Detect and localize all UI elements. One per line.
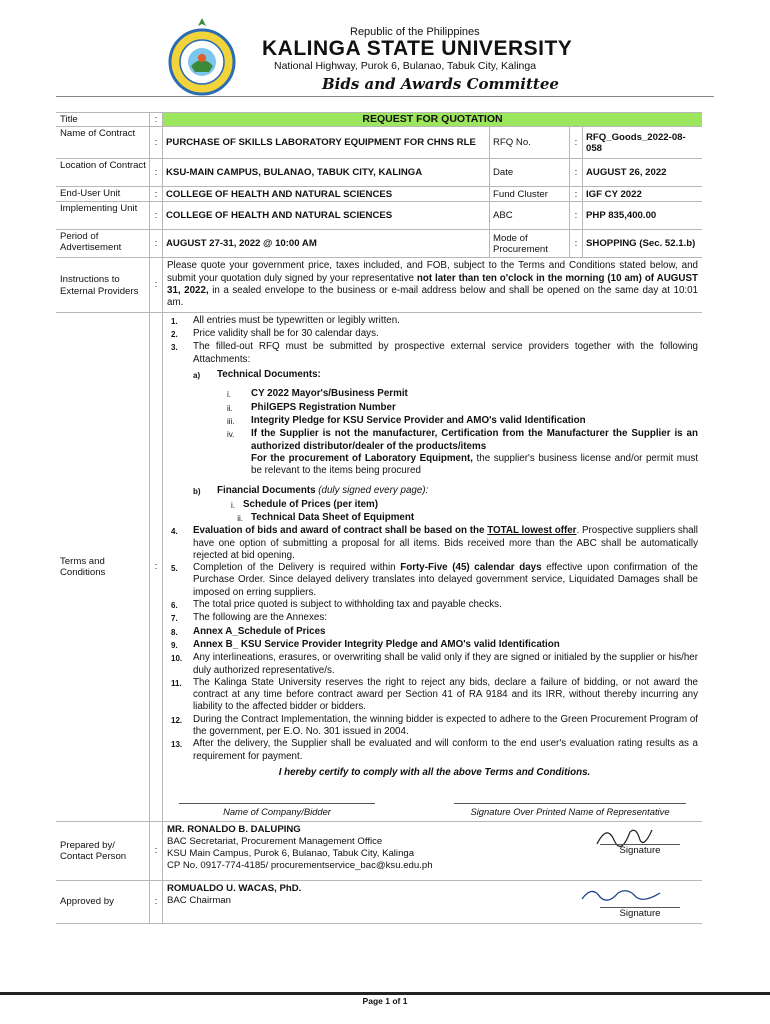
preparer-address: KSU Main Campus, Purok 6, Bulanao, Tabuk City, Kalinga <box>167 847 415 859</box>
item-number: 2. <box>171 330 178 340</box>
committee-name: Bids and Awards Committee <box>322 75 559 93</box>
item-text: Forty-Five (45) calendar days <box>400 562 542 574</box>
colon: : <box>150 113 163 126</box>
item-text: Annex B_ KSU Service Provider Integrity Pledge and AMO's valid Identification <box>193 638 560 650</box>
contract-row <box>56 127 702 159</box>
item-text: During the Contract Implementation, the winning bidder is expected to adhere to the Green Procurement Program of the government, per E.O. No. 301 issued in 2004. <box>193 713 698 738</box>
contract-name: PURCHASE OF SKILLS LABORATORY EQUIPMENT FOR CHNS RLE <box>163 127 490 158</box>
item-number: 12. <box>171 715 183 725</box>
colon: : <box>150 187 163 201</box>
company-name-line: Name of Company/Bidder <box>179 803 375 818</box>
fund-label: Fund Cluster <box>490 187 570 201</box>
item-text: (duly signed every page): <box>315 485 429 497</box>
enduser-label: End-User Unit <box>56 187 150 201</box>
location-value: KSU-MAIN CAMPUS, BULANAO, TABUK CITY, KALINGA <box>163 159 490 186</box>
list-item <box>171 599 698 612</box>
implementing-label: Implementing Unit <box>56 202 150 229</box>
terms-row <box>56 313 702 822</box>
approved-details <box>163 881 702 923</box>
footer-divider <box>0 992 770 995</box>
item-text: Evaluation of bids and award of contract shall be based on the <box>193 525 488 537</box>
location-row <box>56 159 702 187</box>
item-text: . Prospective suppliers shall have one option of submitting a proposal for all items. Bids received more than the ABC shall be automatically rejected at bid opening. <box>193 525 698 561</box>
list-item <box>171 525 698 562</box>
list-item <box>171 738 698 763</box>
item-number: i. <box>227 390 231 400</box>
list-item <box>171 677 698 714</box>
list-item <box>227 388 698 401</box>
list-item <box>171 626 698 639</box>
instructions-deadline: not later than ten o'clock in the morning (10 am) of AUGUST 31, 2022, <box>167 272 698 297</box>
university-address: National Highway, Purok 6, Bulanao, Tabuk City, Kalinga <box>274 60 537 72</box>
list-item <box>171 652 698 677</box>
university-name: KALINGA STATE UNIVERSITY <box>262 37 573 60</box>
item-text: After the delivery, the Supplier shall be evaluated and will conform to the end user's evaluation rating results as a requirement for payment. <box>193 738 698 762</box>
item-number: 5. <box>171 564 178 574</box>
implementing-value: COLLEGE OF HEALTH AND NATURAL SCIENCES <box>163 202 490 229</box>
rfq-title: REQUEST FOR QUOTATION <box>163 113 702 126</box>
list-item <box>227 415 698 428</box>
item-number: 8. <box>171 627 178 637</box>
header-divider <box>56 96 714 97</box>
colon: : <box>570 187 583 201</box>
colon: : <box>150 313 163 821</box>
certification-statement: I hereby certify to comply with all the above Terms and Conditions. <box>278 766 591 778</box>
item-number: 6. <box>171 601 178 611</box>
item-text: For the procurement of Laboratory Equipment, <box>251 452 473 464</box>
list-item <box>171 315 698 328</box>
item-number: 1. <box>171 316 178 326</box>
rfq-no-value: RFQ_Goods_2022-08-058 <box>586 131 686 154</box>
item-number: 9. <box>171 640 178 650</box>
item-text: CY 2022 Mayor's/Business Permit <box>251 388 408 400</box>
period-label: Period of Advertisement <box>56 230 150 257</box>
list-item <box>195 499 698 512</box>
republic-line: Republic of the Philippines <box>350 26 480 38</box>
location-label: Location of Contract <box>56 159 150 186</box>
enduser-value: COLLEGE OF HEALTH AND NATURAL SCIENCES <box>163 187 490 201</box>
instructions-part: Please quote your government price, taxes included, and FOB, subject to the Terms and Conditions stated below, and submit your quotation duly signed by your representative <box>167 260 698 284</box>
item-text: Completion of the Delivery is required within <box>193 562 401 574</box>
item-text: Technical Documents: <box>217 369 321 381</box>
implementing-row <box>56 202 702 230</box>
bidder-signature-block <box>171 781 698 818</box>
colon: : <box>150 881 163 923</box>
item-text: Integrity Pledge for KSU Service Provider and AMO's valid Identification <box>251 414 586 426</box>
preparer-signature-label: Signature <box>600 844 680 857</box>
list-item <box>171 639 698 652</box>
preparer-office: BAC Secretariat, Procurement Management Office <box>167 835 383 847</box>
item-text: The following are the Annexes: <box>193 612 327 624</box>
colon: : <box>150 159 163 186</box>
approver-signature-label: Signature <box>600 907 680 920</box>
item-number: 13. <box>171 740 183 750</box>
item-number: a) <box>193 371 201 381</box>
item-text: PhilGEPS Registration Number <box>251 401 396 413</box>
item-number: i. <box>231 500 235 510</box>
representative-signature-line: Signature Over Printed Name of Representative <box>454 803 686 818</box>
list-item <box>193 485 698 498</box>
item-text: Price validity shall be for 30 calendar days. <box>193 328 379 340</box>
list-item <box>171 341 698 366</box>
item-text: Financial Documents <box>217 485 316 497</box>
instructions-label: Instructions to External Providers <box>56 258 150 312</box>
terms-label: Terms and Conditions <box>56 313 150 821</box>
item-text: Any interlineations, erasures, or overwriting shall be valid only if they are signed or initialed by the supplier or his/her duly authorized representative/s. <box>193 652 698 676</box>
colon: : <box>150 127 163 158</box>
colon: : <box>570 127 583 158</box>
item-number: 7. <box>171 614 178 624</box>
item-text: The filled-out RFQ must be submitted by prospective external service providers together with the following Attachments: <box>193 341 698 365</box>
item-text: All entries must be typewritten or legibly written. <box>193 314 400 326</box>
approver-title: BAC Chairman <box>167 894 231 906</box>
item-number: 10. <box>171 654 183 664</box>
item-text: Annex A_Schedule of Prices <box>193 625 326 637</box>
approver-signature-icon <box>578 881 668 907</box>
letterhead <box>0 0 770 96</box>
period-value: AUGUST 27-31, 2022 @ 10:00 AM <box>163 230 490 257</box>
approved-label: Approved by <box>56 881 150 923</box>
item-number: ii. <box>227 403 233 413</box>
mode-value: SHOPPING (Sec. 52.1.b) <box>586 238 696 250</box>
terms-list <box>163 313 702 821</box>
list-item <box>201 512 698 525</box>
instructions-part: in a sealed envelope to the business or e-mail address below and shall be opened on the same day at 10:01 am. <box>167 285 699 309</box>
colon: : <box>150 258 163 312</box>
preparer-contact: CP No. 0917-774-4185/ procurementservice_bac@ksu.edu.ph <box>167 859 433 871</box>
date-value: AUGUST 26, 2022 <box>586 167 667 179</box>
title-label: Title <box>56 113 150 126</box>
contract-label: Name of Contract <box>56 127 150 158</box>
item-number: b) <box>193 487 201 497</box>
abc-value: PHP 835,400.00 <box>586 210 657 222</box>
item-text: the supplier's business license and/or permit must be relevant to the items being procured <box>251 452 698 477</box>
item-text: If the Supplier is not the manufacturer, Certification from the Manufacturer the Supplier is an authorized distributor/dealer of the products/items <box>251 428 698 452</box>
list-item <box>171 562 698 599</box>
colon: : <box>150 822 163 880</box>
preparer-name: MR. RONALDO B. DALUPING <box>167 823 301 835</box>
item-text: The total price quoted is subject to withholding tax and payable checks. <box>193 599 502 611</box>
approver-name: ROMUALDO U. WACAS, PhD. <box>167 882 302 894</box>
enduser-row <box>56 187 702 202</box>
date-label: Date <box>490 159 570 186</box>
instructions-text <box>163 258 702 312</box>
instructions-row <box>56 258 702 313</box>
item-text: Technical Data Sheet of Equipment <box>251 511 415 523</box>
item-text: Schedule of Prices (per item) <box>243 498 379 510</box>
item-text: The Kalinga State University reserves the right to reject any bids, declare a failure of bidding, or not award the contract at any time before contract award per Section 41 of RA 9184 and its IRR, without thereby incurring any liability to the affected bidder or bidders. <box>193 676 698 713</box>
list-item <box>227 428 698 477</box>
list-item <box>171 612 698 625</box>
mode-label: Mode of Procurement <box>490 230 570 257</box>
item-number: iii. <box>227 416 235 426</box>
item-text: TOTAL lowest offer <box>487 525 577 537</box>
colon: : <box>150 202 163 229</box>
prepared-label: Prepared by/ Contact Person <box>56 822 150 880</box>
item-number: iv. <box>227 430 235 440</box>
period-row <box>56 230 702 258</box>
item-number: 3. <box>171 343 178 353</box>
fund-value: IGF CY 2022 <box>586 188 642 200</box>
rfq-form <box>56 112 702 924</box>
list-item <box>193 369 698 382</box>
list-item <box>171 714 698 739</box>
university-seal-icon <box>165 16 239 96</box>
colon: : <box>570 159 583 186</box>
colon: : <box>570 230 583 257</box>
item-text: effective upon confirmation of the Purchase Order. Since delayed delivery translates into delayed government service, Liquidated Damages shall be imposed on erring suppliers. <box>193 562 698 598</box>
prepared-details <box>163 822 702 880</box>
colon: : <box>150 230 163 257</box>
page-number: Page 1 of 1 <box>362 996 408 1006</box>
list-item <box>227 402 698 415</box>
colon: : <box>570 202 583 229</box>
approved-row <box>56 881 702 924</box>
item-number: ii. <box>237 513 243 523</box>
item-number: 11. <box>171 678 182 688</box>
item-number: 4. <box>171 527 178 537</box>
title-row <box>56 112 702 127</box>
abc-label: ABC <box>490 202 570 229</box>
prepared-row <box>56 822 702 881</box>
rfq-no-label: RFQ No. <box>490 127 570 158</box>
list-item <box>171 328 698 341</box>
